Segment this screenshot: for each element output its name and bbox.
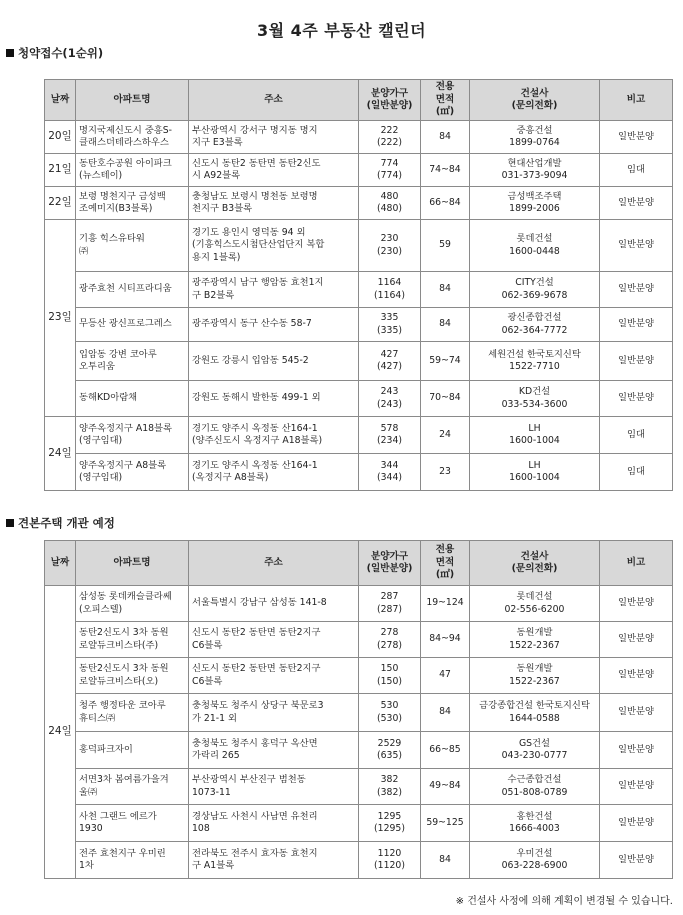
units-cell: 2529 (635)	[359, 732, 421, 769]
square-bullet-icon	[6, 49, 14, 57]
table-row	[45, 187, 673, 220]
note-cell: 임대	[600, 417, 673, 454]
note-cell: 임대	[600, 454, 673, 491]
units-cell: 243 (243)	[359, 381, 421, 417]
date-cell: 20일	[45, 121, 76, 154]
note-cell: 일반분양	[600, 622, 673, 658]
table-row	[45, 694, 673, 732]
builder-cell: KD건설 033-534-3600	[470, 381, 600, 417]
units-cell: 1295 (1295)	[359, 805, 421, 842]
table-row	[45, 586, 673, 622]
col-header-units: 분양가구 (일반분양)	[359, 80, 421, 121]
col-header-units: 분양가구 (일반분양)	[359, 541, 421, 586]
builder-cell: 롯데건설 1600-0448	[470, 220, 600, 272]
note-cell: 일반분양	[600, 694, 673, 732]
apartment-name-cell: 양주옥정지구 A18블록 (영구임대)	[76, 417, 189, 454]
address-cell: 전라북도 전주시 효자동 효천지 구 A1블록	[189, 842, 359, 879]
apartment-name-cell: 홍덕파크자이	[76, 732, 189, 769]
apartment-name-cell: 광주효천 시티프라디움	[76, 272, 189, 308]
apartment-name-cell: 입암동 강변 코아루 오투리움	[76, 342, 189, 381]
table-row	[45, 220, 673, 272]
area-cell: 84	[421, 272, 470, 308]
col-header-apartment: 아파트명	[76, 541, 189, 586]
units-cell: 427 (427)	[359, 342, 421, 381]
units-cell: 230 (230)	[359, 220, 421, 272]
address-cell: 경기도 양주시 옥정동 산164-1 (양주신도시 옥정지구 A18블록)	[189, 417, 359, 454]
builder-cell: 금성백조주택 1899-2006	[470, 187, 600, 220]
note-cell: 일반분양	[600, 381, 673, 417]
address-cell: 신도시 동탄2 동탄면 동탄2지구 C6블록	[189, 622, 359, 658]
date-cell: 22일	[45, 187, 76, 220]
units-cell: 530 (530)	[359, 694, 421, 732]
model-house-table	[44, 540, 673, 879]
area-cell: 70~84	[421, 381, 470, 417]
note-cell: 일반분양	[600, 842, 673, 879]
table-row	[45, 622, 673, 658]
table-row	[45, 381, 673, 417]
note-cell: 일반분양	[600, 586, 673, 622]
units-cell: 287 (287)	[359, 586, 421, 622]
apartment-name-cell: 기흥 힉스유타워 ㈜	[76, 220, 189, 272]
note-cell: 임대	[600, 154, 673, 187]
area-cell: 59~74	[421, 342, 470, 381]
builder-cell: 우미건설 063-228-6900	[470, 842, 600, 879]
note-cell: 일반분양	[600, 658, 673, 694]
apartment-name-cell: 명지국제신도시 중흥S- 클래스더테라스하우스	[76, 121, 189, 154]
table-row	[45, 454, 673, 491]
apartment-name-cell: 전주 효천지구 우미린 1차	[76, 842, 189, 879]
table-row	[45, 342, 673, 381]
units-cell: 578 (234)	[359, 417, 421, 454]
area-cell: 47	[421, 658, 470, 694]
builder-cell: CITY건설 062-369-9678	[470, 272, 600, 308]
table-row	[45, 308, 673, 342]
builder-cell: LH 1600-1004	[470, 454, 600, 491]
address-cell: 신도시 동탄2 동탄면 동탄2지구 C6블록	[189, 658, 359, 694]
apartment-name-cell: 무등산 광신프로그레스	[76, 308, 189, 342]
note-cell: 일반분양	[600, 769, 673, 805]
note-cell: 일반분양	[600, 187, 673, 220]
square-bullet-icon	[6, 519, 14, 527]
area-cell: 84	[421, 308, 470, 342]
apartment-name-cell: 동탄호수공원 아이파크 (뉴스테이)	[76, 154, 189, 187]
col-header-area: 전용 면적 (㎡)	[421, 541, 470, 586]
builder-cell: 홍한건설 1666-4003	[470, 805, 600, 842]
table-row	[45, 658, 673, 694]
area-cell: 74~84	[421, 154, 470, 187]
area-cell: 59	[421, 220, 470, 272]
note-cell: 일반분양	[600, 272, 673, 308]
apartment-name-cell: 동탄2신도시 3차 동원 로얄듀크비스타(오)	[76, 658, 189, 694]
note-cell: 일반분양	[600, 732, 673, 769]
address-cell: 경상남도 사천시 사남면 유천리 108	[189, 805, 359, 842]
apartment-name-cell: 동해KD아람채	[76, 381, 189, 417]
apartment-name-cell: 서면3차 봄여름가을겨 울㈜	[76, 769, 189, 805]
area-cell: 59~125	[421, 805, 470, 842]
col-header-address: 주소	[189, 80, 359, 121]
units-cell: 774 (774)	[359, 154, 421, 187]
table-row	[45, 769, 673, 805]
col-header-note: 비고	[600, 80, 673, 121]
col-header-address: 주소	[189, 541, 359, 586]
address-cell: 충청북도 청주시 상당구 북문로3 가 21-1 외	[189, 694, 359, 732]
area-cell: 84	[421, 842, 470, 879]
table-row	[45, 121, 673, 154]
table-header-row	[45, 80, 673, 121]
address-cell: 서울특별시 강남구 삼성동 141-8	[189, 586, 359, 622]
units-cell: 1120 (1120)	[359, 842, 421, 879]
builder-cell: 롯데건설 02-556-6200	[470, 586, 600, 622]
col-header-note: 비고	[600, 541, 673, 586]
table-row	[45, 805, 673, 842]
builder-cell: 금강종합건설 한국토지신탁 1644-0588	[470, 694, 600, 732]
area-cell: 19~124	[421, 586, 470, 622]
section-heading-model-house: 견본주택 개관 예정	[6, 515, 115, 531]
address-cell: 부산광역시 부산진구 범천동 1073-11	[189, 769, 359, 805]
builder-cell: 동원개발 1522-2367	[470, 622, 600, 658]
subscription-table	[44, 79, 673, 491]
area-cell: 84	[421, 121, 470, 154]
builder-cell: 현대산업개발 031-373-9094	[470, 154, 600, 187]
date-cell: 21일	[45, 154, 76, 187]
units-cell: 278 (278)	[359, 622, 421, 658]
units-cell: 480 (480)	[359, 187, 421, 220]
col-header-builder: 건설사 (문의전화)	[470, 541, 600, 586]
col-header-area: 전용 면적 (㎡)	[421, 80, 470, 121]
table-row	[45, 842, 673, 879]
units-cell: 335 (335)	[359, 308, 421, 342]
units-cell: 222 (222)	[359, 121, 421, 154]
date-cell: 24일	[45, 417, 76, 491]
builder-cell: GS건설 043-230-0777	[470, 732, 600, 769]
address-cell: 경기도 용인시 영덕동 94 외 (기흥힉스도시첨단산업단지 복합 용지 1블록)	[189, 220, 359, 272]
apartment-name-cell: 양주옥정지구 A8블록 (영구임대)	[76, 454, 189, 491]
address-cell: 충청남도 보령시 명천동 보령명 천지구 B3블록	[189, 187, 359, 220]
units-cell: 1164 (1164)	[359, 272, 421, 308]
apartment-name-cell: 청주 행정타운 코아루 휴티스㈜	[76, 694, 189, 732]
section-heading-subscription: 청약접수(1순위)	[6, 45, 103, 61]
page-title: 3월 4주 부동산 캘린더	[256, 21, 427, 40]
builder-cell: LH 1600-1004	[470, 417, 600, 454]
address-cell: 강원도 동해시 발한동 499-1 외	[189, 381, 359, 417]
note-cell: 일반분양	[600, 342, 673, 381]
col-header-date: 날짜	[45, 80, 76, 121]
table-header-row	[45, 541, 673, 586]
units-cell: 150 (150)	[359, 658, 421, 694]
col-header-apartment: 아파트명	[76, 80, 189, 121]
address-cell: 경기도 양주시 옥정동 산164-1 (옥정지구 A8블록)	[189, 454, 359, 491]
note-cell: 일반분양	[600, 805, 673, 842]
address-cell: 신도시 동탄2 동탄면 동탄2신도 시 A92블록	[189, 154, 359, 187]
builder-cell: 수근종합건설 051-808-0789	[470, 769, 600, 805]
apartment-name-cell: 동탄2신도시 3차 동원 로얄듀크비스타(주)	[76, 622, 189, 658]
area-cell: 49~84	[421, 769, 470, 805]
units-cell: 344 (344)	[359, 454, 421, 491]
date-cell: 24일	[45, 586, 76, 879]
area-cell: 24	[421, 417, 470, 454]
table-row	[45, 417, 673, 454]
address-cell: 강원도 강릉시 입암동 545-2	[189, 342, 359, 381]
area-cell: 23	[421, 454, 470, 491]
note-cell: 일반분양	[600, 308, 673, 342]
address-cell: 광주광역시 남구 행암동 효천1지 구 B2블록	[189, 272, 359, 308]
col-header-date: 날짜	[45, 541, 76, 586]
note-cell: 일반분양	[600, 121, 673, 154]
area-cell: 66~85	[421, 732, 470, 769]
address-cell: 광주광역시 동구 산수동 58-7	[189, 308, 359, 342]
table-row	[45, 732, 673, 769]
builder-cell: 세원건설 한국토지신탁 1522-7710	[470, 342, 600, 381]
builder-cell: 동원개발 1522-2367	[470, 658, 600, 694]
address-cell: 부산광역시 강서구 명지동 명지 지구 E3블록	[189, 121, 359, 154]
table-row	[45, 272, 673, 308]
address-cell: 충청북도 청주시 홍덕구 옥산면 가락리 265	[189, 732, 359, 769]
note-cell: 일반분양	[600, 220, 673, 272]
area-cell: 84	[421, 694, 470, 732]
footnote: ※ 건설사 사정에 의해 계획이 변경될 수 있습니다.	[455, 896, 673, 907]
apartment-name-cell: 보령 명천지구 금성백 조예미지(B3블록)	[76, 187, 189, 220]
area-cell: 84~94	[421, 622, 470, 658]
builder-cell: 중흥건설 1899-0764	[470, 121, 600, 154]
area-cell: 66~84	[421, 187, 470, 220]
builder-cell: 광신종합건설 062-364-7772	[470, 308, 600, 342]
apartment-name-cell: 삼성동 롯데캐슬클라쎄 (오피스텔)	[76, 586, 189, 622]
col-header-builder: 건설사 (문의전화)	[470, 80, 600, 121]
units-cell: 382 (382)	[359, 769, 421, 805]
date-cell: 23일	[45, 220, 76, 417]
apartment-name-cell: 사천 그랜드 에르가 1930	[76, 805, 189, 842]
table-row	[45, 154, 673, 187]
